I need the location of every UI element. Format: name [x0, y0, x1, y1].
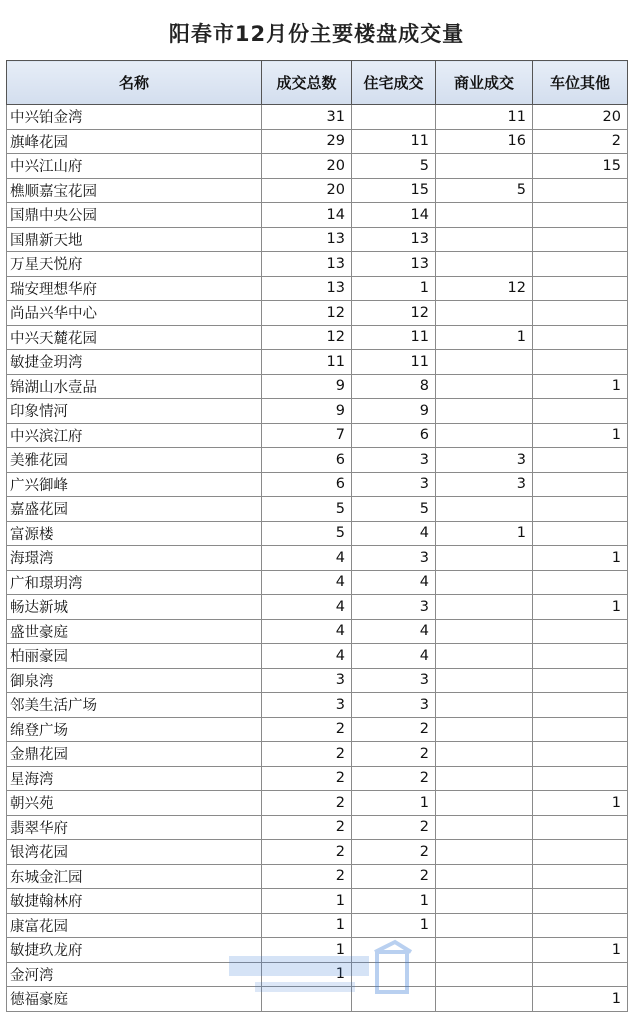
cell-name[interactable]: 樵顺嘉宝花园 — [7, 178, 262, 203]
cell-value[interactable] — [533, 644, 628, 669]
cell-value[interactable]: 2 — [262, 864, 352, 889]
cell-value[interactable]: 1 — [533, 423, 628, 448]
table-row — [7, 913, 628, 938]
cell-value[interactable]: 5 — [436, 178, 533, 203]
cell-name[interactable]: 御泉湾 — [7, 668, 262, 693]
cell-value[interactable]: 9 — [262, 399, 352, 424]
cell-name[interactable]: 朝兴苑 — [7, 791, 262, 816]
cell-value[interactable]: 4 — [352, 570, 436, 595]
cell-name[interactable]: 国鼎新天地 — [7, 227, 262, 252]
cell-value[interactable]: 16 — [436, 129, 533, 154]
cell-value[interactable] — [436, 374, 533, 399]
cell-value[interactable]: 1 — [533, 791, 628, 816]
cell-value[interactable] — [352, 962, 436, 987]
cell-value[interactable] — [533, 668, 628, 693]
cell-value[interactable] — [436, 938, 533, 963]
cell-value[interactable] — [533, 840, 628, 865]
cell-value[interactable]: 1 — [533, 987, 628, 1012]
cell-name[interactable]: 银湾花园 — [7, 840, 262, 865]
cell-value[interactable] — [533, 448, 628, 473]
cell-value[interactable]: 2 — [262, 815, 352, 840]
table-row — [7, 987, 628, 1012]
header-row — [7, 61, 628, 105]
cell-value[interactable]: 31 — [262, 105, 352, 130]
cell-value[interactable]: 13 — [352, 227, 436, 252]
cell-value[interactable]: 12 — [352, 301, 436, 326]
cell-value[interactable]: 4 — [262, 619, 352, 644]
cell-value[interactable]: 5 — [262, 497, 352, 522]
cell-value[interactable]: 3 — [262, 693, 352, 718]
cell-value[interactable] — [436, 595, 533, 620]
cell-name[interactable]: 敏捷金玥湾 — [7, 350, 262, 375]
cell-value[interactable]: 1 — [352, 276, 436, 301]
cell-value[interactable] — [436, 350, 533, 375]
table-row — [7, 350, 628, 375]
cell-value[interactable]: 8 — [352, 374, 436, 399]
cell-name[interactable]: 金河湾 — [7, 962, 262, 987]
cell-value[interactable]: 2 — [262, 840, 352, 865]
cell-value[interactable] — [533, 252, 628, 277]
cell-value[interactable]: 2 — [352, 717, 436, 742]
table-row — [7, 938, 628, 963]
cell-name[interactable]: 翡翠华府 — [7, 815, 262, 840]
cell-value[interactable]: 11 — [352, 129, 436, 154]
cell-value[interactable] — [436, 227, 533, 252]
cell-value[interactable]: 20 — [533, 105, 628, 130]
header-name[interactable]: 名称 — [7, 61, 262, 105]
table-row — [7, 766, 628, 791]
cell-value[interactable]: 3 — [352, 595, 436, 620]
cell-value[interactable] — [533, 962, 628, 987]
header-commercial[interactable]: 商业成交 — [436, 61, 533, 105]
table-row — [7, 840, 628, 865]
cell-value[interactable]: 6 — [262, 472, 352, 497]
cell-value[interactable]: 2 — [262, 742, 352, 767]
cell-value[interactable] — [352, 987, 436, 1012]
table-row — [7, 448, 628, 473]
cell-name[interactable]: 海璟湾 — [7, 546, 262, 571]
table-row — [7, 497, 628, 522]
cell-value[interactable] — [533, 178, 628, 203]
cell-value[interactable] — [533, 766, 628, 791]
table-row — [7, 154, 628, 179]
cell-value[interactable]: 3 — [352, 546, 436, 571]
table-row — [7, 791, 628, 816]
cell-value[interactable]: 1 — [533, 546, 628, 571]
cell-value[interactable]: 2 — [352, 840, 436, 865]
cell-value[interactable]: 1 — [436, 325, 533, 350]
header-parking-other[interactable]: 车位其他 — [533, 61, 628, 105]
cell-value[interactable]: 5 — [352, 154, 436, 179]
cell-name[interactable]: 敏捷玖龙府 — [7, 938, 262, 963]
cell-value[interactable] — [436, 154, 533, 179]
cell-value[interactable]: 11 — [352, 350, 436, 375]
cell-name[interactable]: 富源楼 — [7, 521, 262, 546]
cell-name[interactable]: 畅达新城 — [7, 595, 262, 620]
cell-value[interactable] — [533, 399, 628, 424]
cell-value[interactable]: 3 — [436, 448, 533, 473]
cell-value[interactable] — [533, 350, 628, 375]
cell-name[interactable]: 尚品兴华中心 — [7, 301, 262, 326]
cell-value[interactable] — [533, 570, 628, 595]
cell-value[interactable]: 2 — [352, 864, 436, 889]
table-row — [7, 668, 628, 693]
cell-name[interactable]: 广和璟玥湾 — [7, 570, 262, 595]
cell-value[interactable] — [436, 815, 533, 840]
cell-value[interactable] — [436, 766, 533, 791]
cell-value[interactable]: 6 — [262, 448, 352, 473]
cell-name[interactable]: 国鼎中央公园 — [7, 203, 262, 228]
cell-value[interactable]: 13 — [352, 252, 436, 277]
cell-value[interactable] — [436, 399, 533, 424]
cell-value[interactable] — [352, 938, 436, 963]
table-row — [7, 423, 628, 448]
cell-value[interactable]: 4 — [262, 644, 352, 669]
cell-value[interactable] — [436, 962, 533, 987]
cell-value[interactable] — [352, 105, 436, 130]
cell-value[interactable]: 1 — [262, 889, 352, 914]
cell-value[interactable]: 2 — [262, 717, 352, 742]
table-row — [7, 105, 628, 130]
header-total[interactable]: 成交总数 — [262, 61, 352, 105]
table-row — [7, 644, 628, 669]
table-row — [7, 399, 628, 424]
cell-name[interactable]: 德福豪庭 — [7, 987, 262, 1012]
cell-name[interactable]: 锦湖山水壹品 — [7, 374, 262, 399]
cell-value[interactable] — [436, 619, 533, 644]
cell-value[interactable] — [533, 325, 628, 350]
table-row — [7, 570, 628, 595]
table-row — [7, 815, 628, 840]
cell-value[interactable]: 4 — [352, 521, 436, 546]
cell-value[interactable]: 20 — [262, 178, 352, 203]
header-residential[interactable]: 住宅成交 — [352, 61, 436, 105]
cell-name[interactable]: 美雅花园 — [7, 448, 262, 473]
cell-value[interactable]: 4 — [262, 546, 352, 571]
cell-value[interactable]: 14 — [262, 203, 352, 228]
cell-name[interactable]: 中兴江山府 — [7, 154, 262, 179]
cell-value[interactable]: 1 — [533, 938, 628, 963]
table-row — [7, 203, 628, 228]
cell-name[interactable]: 绵登广场 — [7, 717, 262, 742]
cell-value[interactable]: 3 — [352, 472, 436, 497]
cell-value[interactable]: 12 — [262, 301, 352, 326]
cell-value[interactable]: 3 — [436, 472, 533, 497]
cell-value[interactable] — [533, 276, 628, 301]
cell-name[interactable]: 柏丽豪园 — [7, 644, 262, 669]
cell-name[interactable]: 万星天悦府 — [7, 252, 262, 277]
cell-value[interactable]: 3 — [352, 668, 436, 693]
table-row — [7, 301, 628, 326]
cell-value[interactable] — [436, 644, 533, 669]
cell-value[interactable]: 1 — [533, 595, 628, 620]
sales-table — [6, 60, 628, 1012]
table-row — [7, 325, 628, 350]
cell-name[interactable]: 星海湾 — [7, 766, 262, 791]
cell-value[interactable]: 3 — [262, 668, 352, 693]
cell-value[interactable] — [262, 987, 352, 1012]
cell-value[interactable]: 2 — [352, 815, 436, 840]
cell-value[interactable] — [533, 619, 628, 644]
table-row — [7, 889, 628, 914]
cell-name[interactable]: 印象情河 — [7, 399, 262, 424]
cell-value[interactable] — [436, 913, 533, 938]
cell-value[interactable] — [533, 864, 628, 889]
sheet-title: 阳春市12月份主要楼盘成交量 — [168, 22, 465, 46]
cell-value[interactable]: 11 — [262, 350, 352, 375]
table-row — [7, 717, 628, 742]
cell-value[interactable]: 13 — [262, 252, 352, 277]
cell-name[interactable]: 瑞安理想华府 — [7, 276, 262, 301]
table-row — [7, 595, 628, 620]
table-row — [7, 693, 628, 718]
cell-value[interactable]: 4 — [262, 570, 352, 595]
cell-value[interactable] — [436, 301, 533, 326]
cell-value[interactable]: 2 — [352, 742, 436, 767]
cell-value[interactable] — [436, 693, 533, 718]
cell-value[interactable]: 4 — [262, 595, 352, 620]
cell-value[interactable] — [436, 546, 533, 571]
table-row — [7, 962, 628, 987]
cell-value[interactable]: 11 — [352, 325, 436, 350]
cell-value[interactable]: 6 — [352, 423, 436, 448]
cell-value[interactable]: 15 — [352, 178, 436, 203]
table-row — [7, 178, 628, 203]
cell-name[interactable]: 旗峰花园 — [7, 129, 262, 154]
table-row — [7, 374, 628, 399]
cell-value[interactable]: 7 — [262, 423, 352, 448]
table-row — [7, 864, 628, 889]
cell-value[interactable] — [533, 913, 628, 938]
cell-name[interactable]: 康富花园 — [7, 913, 262, 938]
cell-value[interactable]: 1 — [436, 521, 533, 546]
cell-name[interactable]: 中兴铂金湾 — [7, 105, 262, 130]
cell-value[interactable]: 1 — [262, 962, 352, 987]
cell-value[interactable] — [533, 521, 628, 546]
cell-value[interactable] — [436, 717, 533, 742]
cell-value[interactable] — [533, 717, 628, 742]
cell-name[interactable]: 广兴御峰 — [7, 472, 262, 497]
cell-value[interactable]: 2 — [262, 766, 352, 791]
cell-value[interactable] — [436, 791, 533, 816]
cell-value[interactable] — [436, 423, 533, 448]
cell-value[interactable]: 14 — [352, 203, 436, 228]
table-row — [7, 472, 628, 497]
cell-name[interactable]: 中兴滨江府 — [7, 423, 262, 448]
table-row — [7, 227, 628, 252]
cell-value[interactable] — [533, 497, 628, 522]
cell-value[interactable] — [436, 840, 533, 865]
cell-value[interactable]: 29 — [262, 129, 352, 154]
cell-value[interactable] — [436, 668, 533, 693]
cell-value[interactable]: 1 — [352, 889, 436, 914]
cell-value[interactable] — [436, 252, 533, 277]
cell-value[interactable]: 4 — [352, 619, 436, 644]
cell-value[interactable]: 13 — [262, 227, 352, 252]
cell-value[interactable] — [533, 227, 628, 252]
cell-value[interactable]: 9 — [352, 399, 436, 424]
cell-value[interactable]: 3 — [352, 693, 436, 718]
cell-value[interactable] — [436, 742, 533, 767]
cell-value[interactable]: 1 — [262, 938, 352, 963]
cell-value[interactable]: 2 — [352, 766, 436, 791]
table-row — [7, 521, 628, 546]
cell-value[interactable]: 2 — [533, 129, 628, 154]
cell-value[interactable]: 5 — [352, 497, 436, 522]
cell-name[interactable]: 盛世豪庭 — [7, 619, 262, 644]
cell-name[interactable]: 金鼎花园 — [7, 742, 262, 767]
cell-value[interactable]: 2 — [262, 791, 352, 816]
cell-value[interactable]: 15 — [533, 154, 628, 179]
cell-value[interactable] — [436, 570, 533, 595]
cell-value[interactable] — [436, 864, 533, 889]
cell-value[interactable]: 9 — [262, 374, 352, 399]
cell-value[interactable]: 4 — [352, 644, 436, 669]
table-row — [7, 129, 628, 154]
cell-value[interactable] — [533, 889, 628, 914]
cell-name[interactable]: 东城金汇园 — [7, 864, 262, 889]
cell-name[interactable]: 敏捷翰林府 — [7, 889, 262, 914]
cell-name[interactable]: 邻美生活广场 — [7, 693, 262, 718]
cell-value[interactable] — [533, 301, 628, 326]
cell-value[interactable]: 12 — [262, 325, 352, 350]
cell-value[interactable]: 12 — [436, 276, 533, 301]
cell-value[interactable]: 13 — [262, 276, 352, 301]
table-row — [7, 546, 628, 571]
cell-value[interactable] — [533, 693, 628, 718]
cell-value[interactable] — [533, 742, 628, 767]
cell-value[interactable]: 5 — [262, 521, 352, 546]
cell-value[interactable] — [436, 987, 533, 1012]
cell-value[interactable] — [533, 203, 628, 228]
cell-value[interactable]: 20 — [262, 154, 352, 179]
table-row — [7, 742, 628, 767]
table-row — [7, 619, 628, 644]
cell-value[interactable] — [533, 815, 628, 840]
cell-value[interactable]: 1 — [352, 913, 436, 938]
table-row — [7, 252, 628, 277]
cell-value[interactable]: 1 — [262, 913, 352, 938]
cell-value[interactable]: 11 — [436, 105, 533, 130]
cell-name[interactable]: 嘉盛花园 — [7, 497, 262, 522]
cell-value[interactable] — [436, 203, 533, 228]
table-row — [7, 276, 628, 301]
cell-value[interactable]: 3 — [352, 448, 436, 473]
cell-name[interactable]: 中兴天麓花园 — [7, 325, 262, 350]
cell-value[interactable]: 1 — [533, 374, 628, 399]
cell-value[interactable] — [436, 497, 533, 522]
cell-value[interactable] — [533, 472, 628, 497]
cell-value[interactable]: 1 — [352, 791, 436, 816]
cell-value[interactable] — [436, 889, 533, 914]
